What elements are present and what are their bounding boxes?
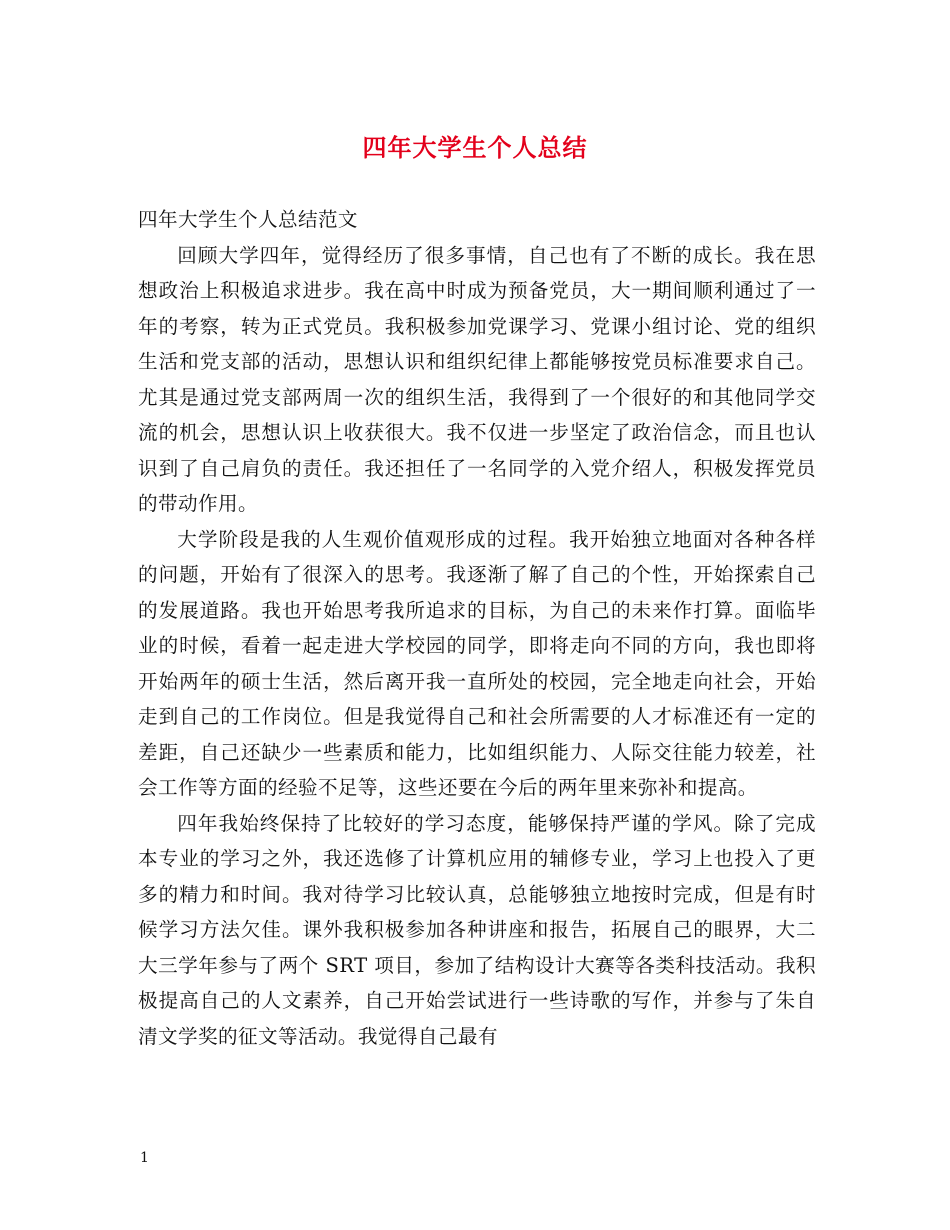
paragraph-3: 四年我始终保持了比较好的学习态度，能够保持严谨的学风。除了完成本专业的学习之外，我还选修了计算机应用的辅修专业，学习上也投入了更多的精力和时间。我对待学习比较认真，总能够独立地按时完成，但是有时候学习方法欠佳。课外我积极参加各种讲座和报告，拓展自己的眼界，大二大三学年参与了两个 SRT 项目，参加了结构设计大赛等各类科技活动。我积极提高自己的人文素养，自己开始尝试进行一些诗歌的写作，并参与了朱自清文学奖的征文等活动。我觉得自己最有 (138, 811, 816, 1048)
document-body (138, 202, 816, 1054)
page-number: 1 (140, 1150, 149, 1166)
document-subtitle: 四年大学生个人总结范文 (138, 208, 358, 231)
document-title: 四年大学生个人总结 (362, 133, 588, 162)
paragraph-1: 回顾大学四年，觉得经历了很多事情，自己也有了不断的成长。我在思想政治上积极追求进步。我在高中时成为预备党员，大一期间顺利通过了一年的考察，转为正式党员。我积极参加党课学习、党课小组讨论、党的组织生活和党支部的活动，思想认识和组织纪律上都能够按党员标准要求自己。尤其是通过党支部两周一次的组织生活，我得到了一个很好的和其他同学交流的机会，思想认识上收获很大。我不仅进一步坚定了政治信念，而且也认识到了自己肩负的责任。我还担任了一名同学的入党介绍人，积极发挥党员的带动作用。 (138, 243, 816, 515)
paragraph-2: 大学阶段是我的人生观价值观形成的过程。我开始独立地面对各种各样的问题，开始有了很深入的思考。我逐渐了解了自己的个性，开始探索自己的发展道路。我也开始思考我所追求的目标，为自己的未来作打算。面临毕业的时候，看着一起走进大学校园的同学，即将走向不同的方向，我也即将开始两年的硕士生活，然后离开我一直所处的校园，完全地走向社会，开始走到自己的工作岗位。但是我觉得自己和社会所需要的人才标准还有一定的差距，自己还缺少一些素质和能力，比如组织能力、人际交往能力较差，社会工作等方面的经验不足等，这些还要在今后的两年里来弥补和提高。 (138, 527, 816, 799)
